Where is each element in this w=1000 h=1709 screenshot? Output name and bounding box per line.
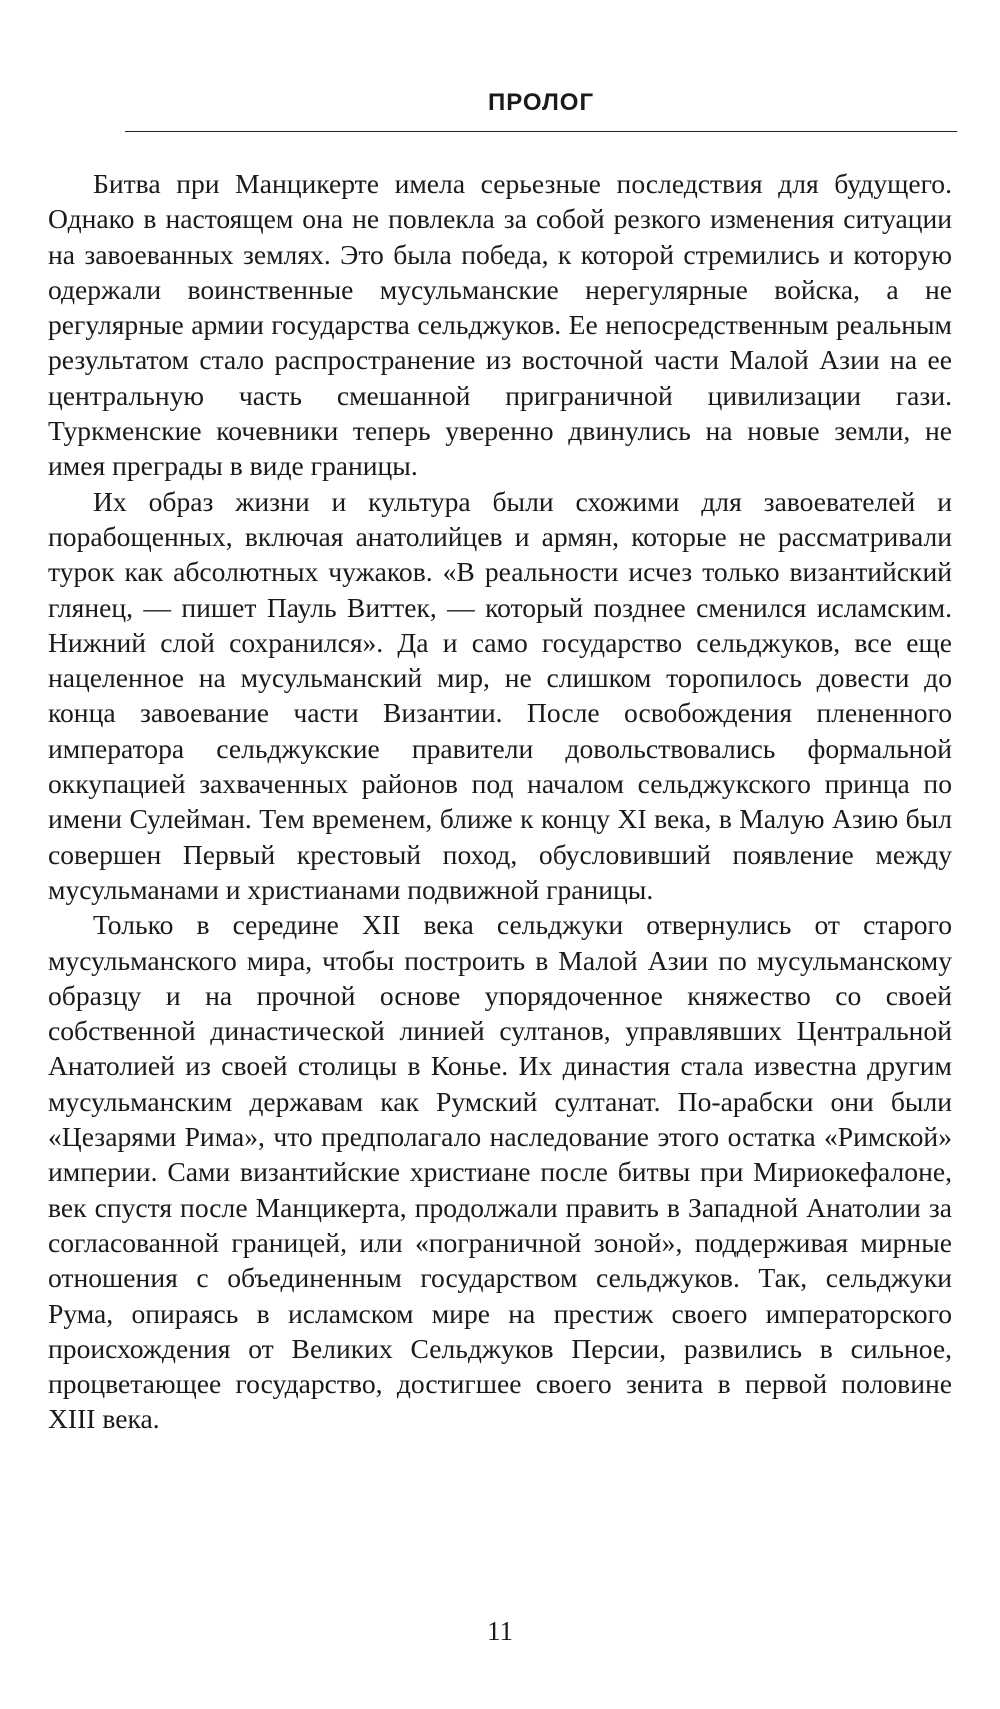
paragraph-3: Только в середине XII века сельджуки отвернулись от старого мусульманского мира, чтобы построить в Малой Азии по мусульманскому образцу и на прочной основе упорядоченное княжество со своей собственной династической линией султанов, управлявших Центральной Анатолией из своей столицы в Конье. Их династия стала известна другим мусульманским державам как Румский султанат. По-арабски они были «Цезарями Рима», что предполагало наследование этого остатка «Римской» империи. Сами византийские христиане после битвы при Мириокефалоне, век спустя после Манцикерта, продолжали править в Западной Анатолии за согласованной границей, или «пограничной зоной», поддерживая мирные отношения с объединенным государством сельджуков. Так, сельджуки Рума, опираясь в исламском мире на престиж своего императорского происхождения от Великих Сельджуков Персии, развились в сильное, процветающее государство, достигшее своего зенита в первой половине XIII века. [48, 909, 952, 1435]
page-number: 11 [487, 1616, 513, 1646]
paragraph-2: Их образ жизни и культура были схожими для завоевателей и порабощенных, включая анатолийцев и армян, которые не рассматривали турок как абсолютных чужаков. «В реальности исчез только византийский глянец, — пишет Пауль Виттек, — который позднее сменился исламским. Нижний слой сохранился». Да и само государство сельджуков, все еще нацеленное на мусульманский мир, не слишком торопилось довести до конца завоевание части Византии. После освобождения плененного императора сельджукские правители довольствовались формальной оккупацией захваченных районов под началом сельджукского принца по имени Сулейман. Тем временем, ближе к концу XI века, в Малую Азию был совершен Первый крестовый поход, обусловивший появление между мусульманами и христианами подвижной границы. [48, 485, 952, 905]
body-text [48, 166, 952, 1437]
header-rule [125, 131, 957, 132]
paragraph-1: Битва при Манцикерте имела серьезные последствия для будущего. Однако в настоящем она не повлекла за собой резкого изменения ситуации на завоеванных землях. Это была победа, к которой стремились и которую одержали воинственные мусульманские нерегулярные войска, а не регулярные армии государства сельджуков. Ее непосредственным реальным результатом стало распространение из восточной части Малой Азии на ее центральную часть смешанной приграничной цивилизации гази. Туркменские кочевники теперь уверенно двинулись на новые земли, не имея преграды в виде границы. [48, 168, 952, 482]
running-title: ПРОЛОГ [487, 89, 595, 116]
